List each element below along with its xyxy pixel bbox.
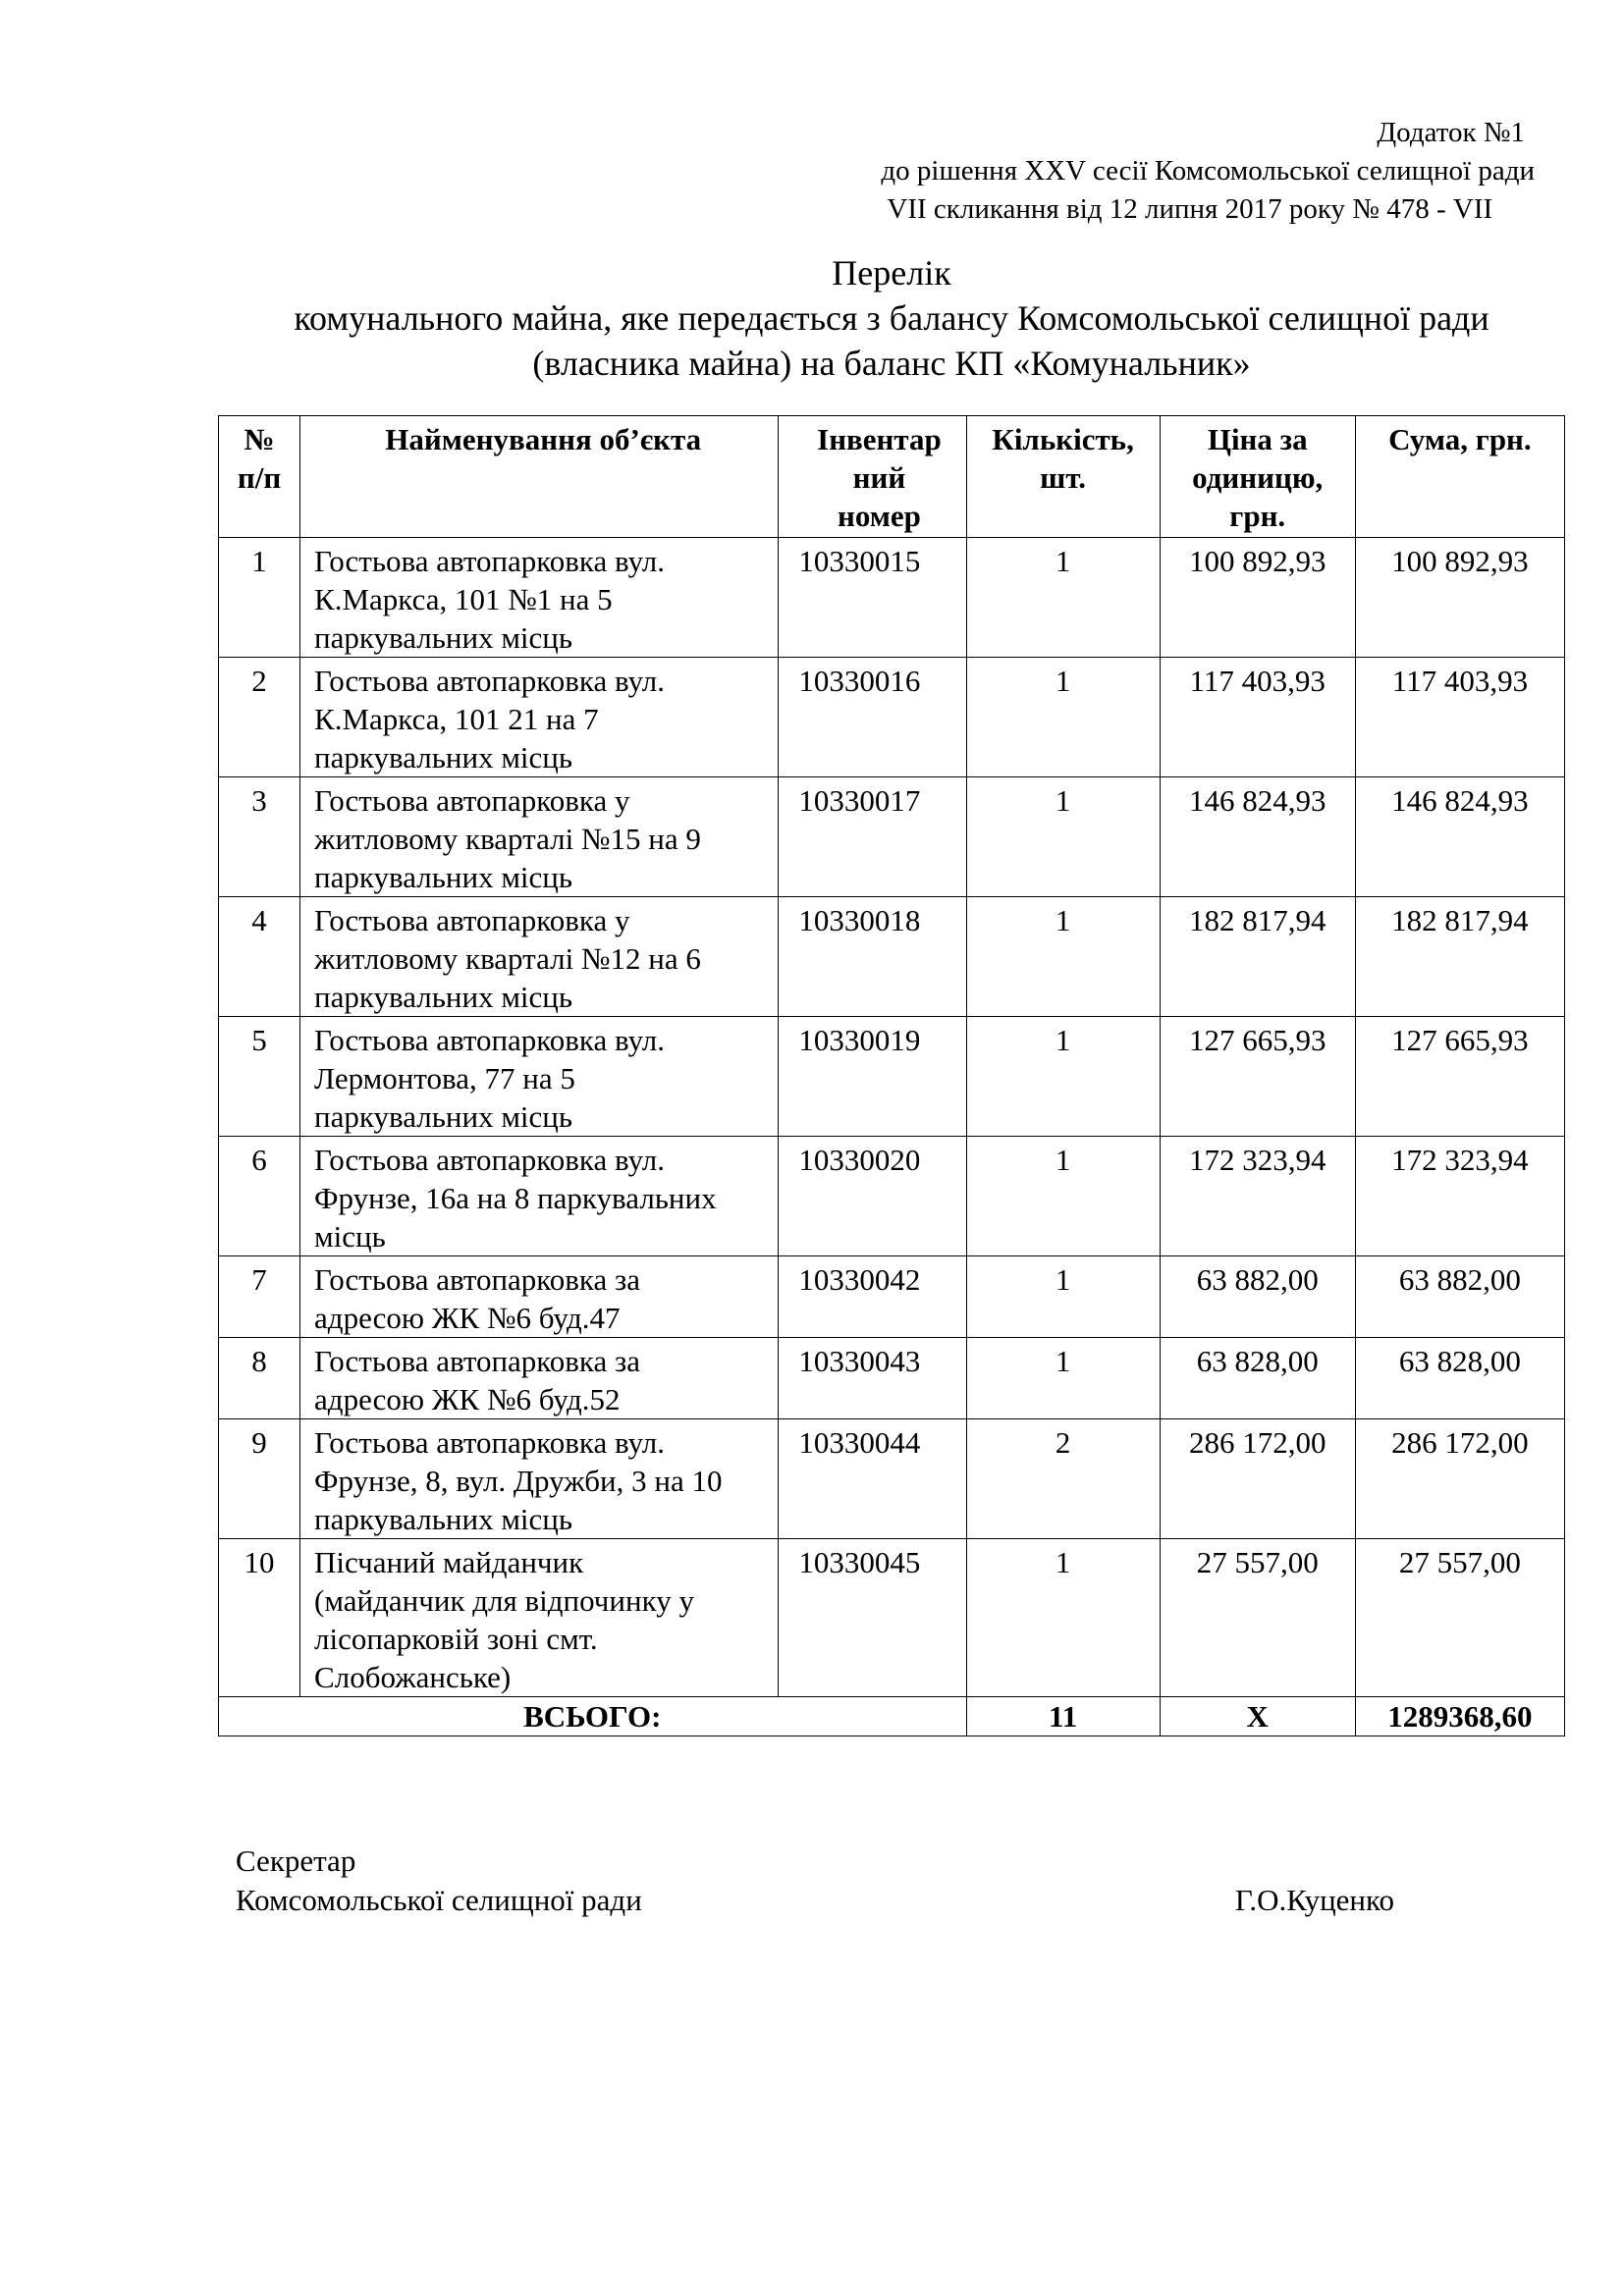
header-text-line: Найменування об’єкта: [385, 422, 702, 456]
cell-unit-price: 27 557,00: [1160, 1539, 1355, 1697]
header-text-line: номер: [838, 499, 921, 533]
cell-number: 10: [219, 1539, 300, 1697]
cell-sum: 127 665,93: [1355, 1017, 1564, 1137]
cell-name: [300, 1017, 779, 1137]
table-row: [219, 538, 1565, 658]
document-title: [218, 250, 1565, 386]
name-line: паркувальних місць: [314, 620, 573, 655]
cell-inventory: 10330018: [779, 897, 966, 1017]
name-line: Гостьова автопарковка за: [314, 1344, 641, 1378]
cell-quantity: 1: [966, 1539, 1160, 1697]
total-quantity: 11: [966, 1697, 1160, 1736]
table-row: [219, 1017, 1565, 1137]
name-line: Фрунзе, 16а на 8 паркувальних: [314, 1181, 717, 1215]
signer-position: Секретар: [236, 1843, 356, 1878]
name-line: паркувальних місць: [314, 1502, 573, 1536]
name-line: Гостьова автопарковка вул.: [314, 1425, 665, 1460]
cell-quantity: 1: [966, 538, 1160, 658]
cell-inventory: 10330045: [779, 1539, 966, 1697]
cell-inventory: 10330020: [779, 1137, 966, 1256]
table-row: [219, 1137, 1565, 1256]
name-line: Гостьова автопарковка вул.: [314, 1023, 665, 1057]
cell-quantity: 1: [966, 1256, 1160, 1338]
name-line: К.Маркса, 101 21 на 7: [314, 702, 599, 736]
cell-sum: 100 892,93: [1355, 538, 1564, 658]
signature-block: [236, 1842, 1394, 1920]
cell-unit-price: 182 817,94: [1160, 897, 1355, 1017]
cell-name: [300, 897, 779, 1017]
cell-inventory: 10330015: [779, 538, 966, 658]
title-line-1: Перелік: [832, 253, 951, 293]
cell-sum: 182 817,94: [1355, 897, 1564, 1017]
cell-sum: 286 172,00: [1355, 1419, 1564, 1539]
name-line: (майданчик для відпочинку у: [314, 1583, 694, 1618]
name-line: К.Маркса, 101 №1 на 5: [314, 582, 613, 616]
cell-name: [300, 658, 779, 777]
table-header-row: [219, 416, 1565, 538]
property-table: [218, 415, 1565, 1736]
document-header: [881, 114, 1535, 229]
total-row: [219, 1697, 1565, 1736]
cell-number: 3: [219, 777, 300, 897]
cell-unit-price: 63 882,00: [1160, 1256, 1355, 1338]
name-line: Гостьова автопарковка у: [314, 903, 630, 937]
name-line: паркувальних місць: [314, 740, 573, 774]
name-line: Пісчаний майданчик: [314, 1545, 584, 1579]
cell-inventory: 10330043: [779, 1338, 966, 1419]
cell-name: [300, 1419, 779, 1539]
header-text-line: Ціна за: [1207, 422, 1308, 456]
cell-quantity: 1: [966, 1338, 1160, 1419]
cell-unit-price: 286 172,00: [1160, 1419, 1355, 1539]
name-line: Гостьова автопарковка вул.: [314, 664, 665, 698]
decision-reference: до рішення XXV сесії Комсомольської селищної ради: [881, 155, 1535, 187]
cell-number: 2: [219, 658, 300, 777]
cell-name: [300, 1539, 779, 1697]
title-line-3: (власника майна) на баланс КП «Комунальник»: [532, 344, 1251, 383]
appendix-label: Додаток №1: [1377, 117, 1525, 148]
cell-unit-price: 172 323,94: [1160, 1137, 1355, 1256]
cell-number: 5: [219, 1017, 300, 1137]
name-line: Гостьова автопарковка вул.: [314, 1143, 665, 1177]
cell-number: 8: [219, 1338, 300, 1419]
name-line: житловому кварталі №12 на 6: [314, 941, 701, 976]
name-line: Слобожанське): [314, 1660, 512, 1694]
cell-sum: 63 828,00: [1355, 1338, 1564, 1419]
cell-inventory: 10330019: [779, 1017, 966, 1137]
name-line: паркувальних місць: [314, 1099, 573, 1134]
cell-number: 4: [219, 897, 300, 1017]
table-row: [219, 658, 1565, 777]
signer-name: Г.О.Куценко: [1234, 1883, 1394, 1917]
header-text-line: Сума, грн.: [1388, 422, 1532, 456]
header-unit-price: [1160, 416, 1355, 538]
header-text-line: грн.: [1229, 499, 1286, 533]
cell-quantity: 1: [966, 658, 1160, 777]
cell-quantity: 1: [966, 1017, 1160, 1137]
header-text-line: п/п: [237, 460, 282, 495]
table-row: [219, 897, 1565, 1017]
header-name: [300, 416, 779, 538]
header-text-line: ний: [852, 460, 906, 495]
name-line: паркувальних місць: [314, 860, 573, 894]
name-line: Фрунзе, 8, вул. Дружби, 3 на 10: [314, 1464, 723, 1498]
cell-name: [300, 1256, 779, 1338]
cell-quantity: 1: [966, 1137, 1160, 1256]
header-sum: [1355, 416, 1564, 538]
cell-sum: 172 323,94: [1355, 1137, 1564, 1256]
cell-quantity: 2: [966, 1419, 1160, 1539]
table-body: [219, 538, 1565, 1736]
cell-unit-price: 117 403,93: [1160, 658, 1355, 777]
cell-sum: 117 403,93: [1355, 658, 1564, 777]
total-unit-price: Х: [1160, 1697, 1355, 1736]
header-text-line: Кількість,: [992, 422, 1134, 456]
cell-unit-price: 127 665,93: [1160, 1017, 1355, 1137]
header-text-line: одиницю,: [1192, 460, 1324, 495]
cell-inventory: 10330044: [779, 1419, 966, 1539]
table-row: [219, 1419, 1565, 1539]
name-line: адресою ЖК №6 буд.52: [314, 1382, 621, 1416]
name-line: місць: [314, 1219, 386, 1254]
total-label: ВСЬОГО:: [219, 1697, 967, 1736]
cell-quantity: 1: [966, 897, 1160, 1017]
cell-sum: 63 882,00: [1355, 1256, 1564, 1338]
cell-inventory: 10330016: [779, 658, 966, 777]
table-row: [219, 1338, 1565, 1419]
name-line: Гостьова автопарковка вул.: [314, 544, 665, 578]
cell-name: [300, 1338, 779, 1419]
cell-quantity: 1: [966, 777, 1160, 897]
cell-sum: 27 557,00: [1355, 1539, 1564, 1697]
cell-number: 6: [219, 1137, 300, 1256]
cell-name: [300, 538, 779, 658]
total-sum: 1289368,60: [1355, 1697, 1564, 1736]
header-number: [219, 416, 300, 538]
signer-organization: Комсомольської селищної ради: [236, 1883, 642, 1917]
name-line: Гостьова автопарковка у: [314, 783, 630, 818]
cell-name: [300, 1137, 779, 1256]
name-line: лісопарковій зоні смт.: [314, 1622, 598, 1656]
name-line: Гостьова автопарковка за: [314, 1262, 641, 1297]
name-line: Лермонтова, 77 на 5: [314, 1061, 575, 1095]
name-line: адресою ЖК №6 буд.47: [314, 1301, 621, 1335]
table-row: [219, 1539, 1565, 1697]
header-text-line: №: [244, 422, 275, 456]
cell-unit-price: 146 824,93: [1160, 777, 1355, 897]
name-line: житловому кварталі №15 на 9: [314, 822, 701, 856]
header-inventory: [779, 416, 966, 538]
session-reference: VII скликання від 12 липня 2017 року № 478 - VII: [887, 193, 1493, 225]
cell-inventory: 10330017: [779, 777, 966, 897]
title-line-2: комунального майна, яке передається з балансу Комсомольської селищної ради: [294, 298, 1489, 338]
cell-sum: 146 824,93: [1355, 777, 1564, 897]
header-text-line: шт.: [1040, 460, 1086, 495]
cell-unit-price: 63 828,00: [1160, 1338, 1355, 1419]
header-quantity: [966, 416, 1160, 538]
cell-number: 1: [219, 538, 300, 658]
table-row: [219, 777, 1565, 897]
cell-unit-price: 100 892,93: [1160, 538, 1355, 658]
table-row: [219, 1256, 1565, 1338]
cell-number: 7: [219, 1256, 300, 1338]
header-text-line: Інвентар: [817, 422, 942, 456]
cell-inventory: 10330042: [779, 1256, 966, 1338]
cell-number: 9: [219, 1419, 300, 1539]
cell-name: [300, 777, 779, 897]
name-line: паркувальних місць: [314, 980, 573, 1014]
